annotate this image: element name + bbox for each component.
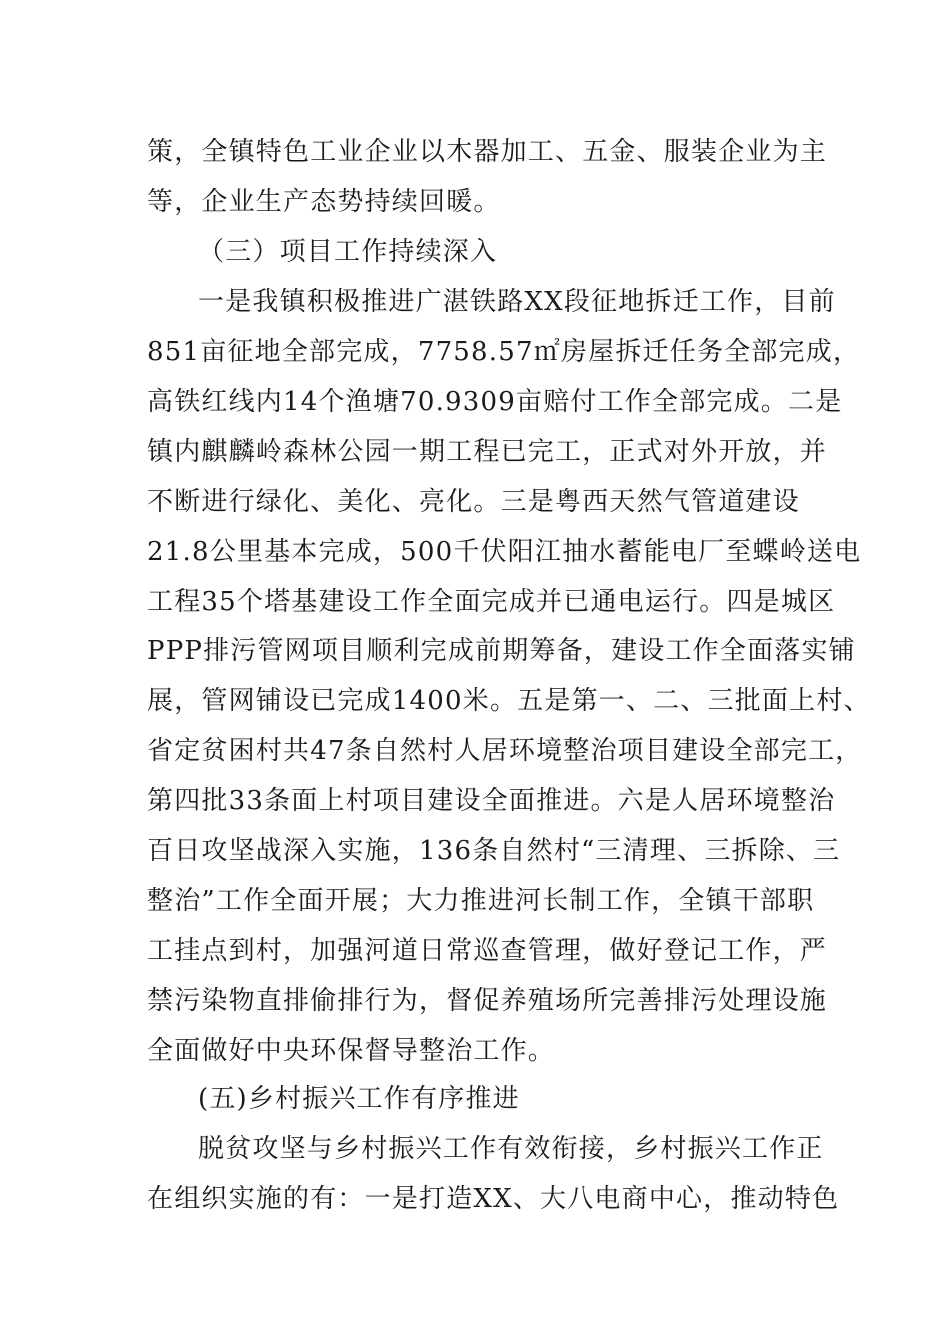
section-heading: （三）项目工作持续深入	[198, 237, 498, 267]
text-line: 镇内麒麟岭森林公园一期工程已完工，正式对外开放，并	[147, 437, 828, 467]
text-line: 整治”工作全面开展；大力推进河长制工作，全镇干部职	[147, 886, 815, 916]
text-line: 高铁红线内14个渔塘70.9309亩赔付工作全部完成。二是	[147, 387, 843, 417]
text-line: 工挂点到村，加强河道日常巡查管理，做好登记工作，严	[147, 936, 828, 966]
text-line: 脱贫攻坚与乡村振兴工作有效衔接，乡村振兴工作正	[198, 1134, 824, 1164]
text-line: 展，管网铺设已完成1400米。五是第一、二、三批面上村、	[147, 686, 871, 716]
text-line: 策，全镇特色工业企业以木器加工、五金、服装企业为主	[147, 137, 828, 167]
text-line: 省定贫困村共47条自然村人居环境整治项目建设全部完工，	[147, 736, 863, 766]
text-line: 禁污染物直排偷排行为，督促养殖场所完善排污处理设施	[147, 986, 828, 1016]
section-heading: (五)乡村振兴工作有序推进	[198, 1084, 520, 1114]
text-line: 851亩征地全部完成，7758.57㎡房屋拆迁任务全部完成，	[147, 337, 861, 367]
text-line: 全面做好中央环保督导整治工作。	[147, 1036, 556, 1066]
text-line: 不断进行绿化、美化、亮化。三是粤西天然气管道建设	[147, 487, 800, 517]
text-line: 21.8公里基本完成，500千伏阳江抽水蓄能电厂至蝶岭送电	[147, 537, 862, 567]
text-line: 工程35个塔基建设工作全面完成并已通电运行。四是城区	[147, 587, 836, 617]
text-line: 在组织实施的有：一是打造XX、大八电商中心，推动特色	[147, 1184, 840, 1214]
text-line: 等，企业生产态势持续回暖。	[147, 187, 501, 217]
text-line: PPP排污管网项目顺利完成前期筹备，建设工作全面落实铺	[147, 636, 856, 666]
text-line: 一是我镇积极推进广湛铁路XX段征地拆迁工作，目前	[198, 287, 836, 317]
text-line: 第四批33条面上村项目建设全面推进。六是人居环境整治	[147, 786, 836, 816]
text-line: 百日攻坚战深入实施，136条自然村“三清理、三拆除、三	[147, 836, 841, 866]
